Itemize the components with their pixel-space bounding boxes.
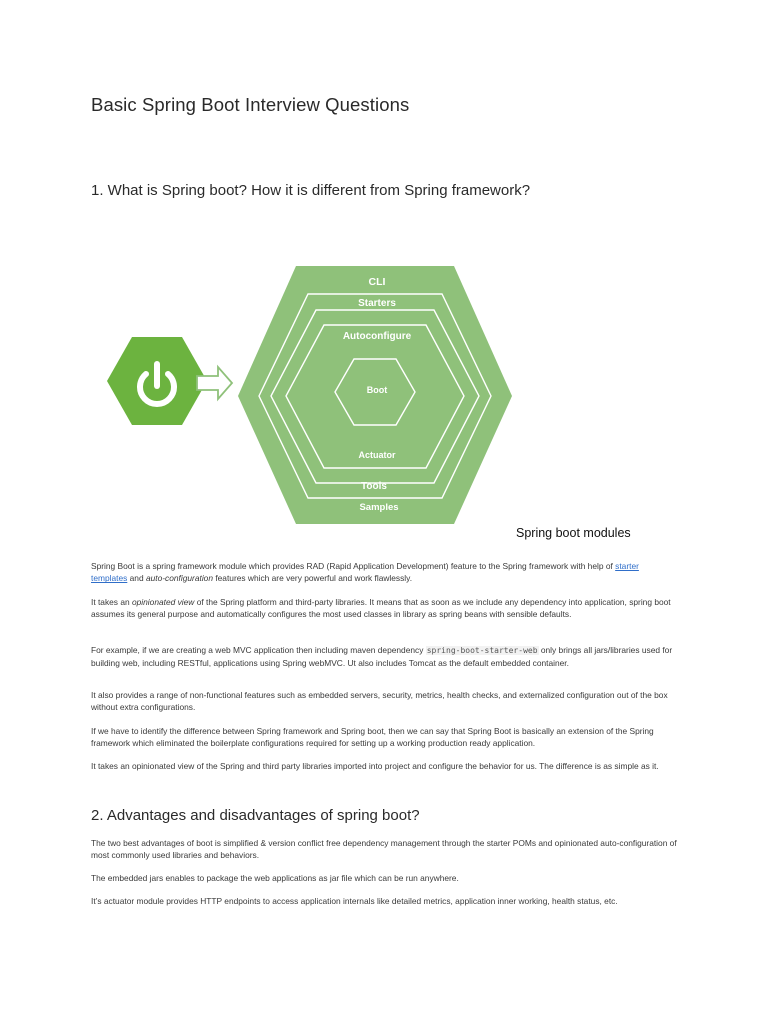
maven-dependency-code: spring-boot-starter-web: [426, 646, 538, 655]
layer-label-actuator: Actuator: [358, 450, 396, 460]
paragraph-8: The embedded jars enables to package the web applications as jar file which can be run anywhere.: [91, 873, 459, 883]
paragraph-1: Spring Boot is a spring framework module which provides RAD (Rapid Application Development) feature to the Spring framework with help of starter templates and auto-configuration features which are very powerful and work flawlessly.: [91, 561, 639, 584]
paragraph-6: It takes an opinionated view of the Spring and third party libraries imported into project and configure the behavior for us. The difference is as simple as it.: [91, 761, 659, 771]
layer-label-boot: Boot: [366, 385, 388, 395]
paragraph-3: For example, if we are creating a web MVC application then including maven dependency spring-boot-starter-web only brings all jars/libraries used for building web, including RESTful, applications using Spring webMVC. Ut also includes Tomcat as the default embedded container.: [91, 645, 673, 669]
spring-boot-modules-diagram: [91, 206, 691, 526]
layer-label-autoconfigure: Autoconfigure: [342, 331, 412, 342]
paragraph-2: It takes an opinionated view of the Spring platform and third-party libraries. It means that as soon as we include any dependency into application, spring boot assumes its general purpose and automatically configures the most used classes in library as spring beans with sensible defaults.: [91, 597, 671, 620]
paragraph-5: If we have to identify the difference between Spring framework and Spring boot, then we can say that Spring Boot is basically an extension of the Spring framework which eliminated the boilerplate configurations required for setting up a working production ready application.: [91, 726, 654, 749]
starter-templates-link[interactable]: starter templates: [91, 561, 639, 584]
layer-label-cli: CLI: [368, 276, 386, 288]
layer-label-tools: Tools: [361, 481, 387, 492]
section-1-heading: 1. What is Spring boot? How it is different from Spring framework?: [91, 182, 531, 199]
paragraph-9: It’s actuator module provides HTTP endpoints to access application internals like detailed metrics, application inner working, health status, etc.: [91, 896, 618, 906]
page-title: Basic Spring Boot Interview Questions: [91, 94, 410, 115]
section-2-heading: 2. Advantages and disadvantages of spring boot?: [91, 807, 420, 824]
arrow-right-icon: [197, 367, 232, 399]
paragraph-7: The two best advantages of boot is simplified & version conflict free dependency management through the starter POMs and opinionated auto-configuration of most commonly used libraries and behaviors.: [91, 838, 677, 861]
figure-caption: Spring boot modules: [516, 526, 631, 540]
layer-label-starters: Starters: [358, 298, 396, 309]
paragraph-4: It also provides a range of non-functional features such as embedded servers, security, metrics, health checks, and externalized configuration out of the box without extra configurations.: [91, 690, 668, 713]
layer-label-samples: Samples: [359, 502, 399, 513]
